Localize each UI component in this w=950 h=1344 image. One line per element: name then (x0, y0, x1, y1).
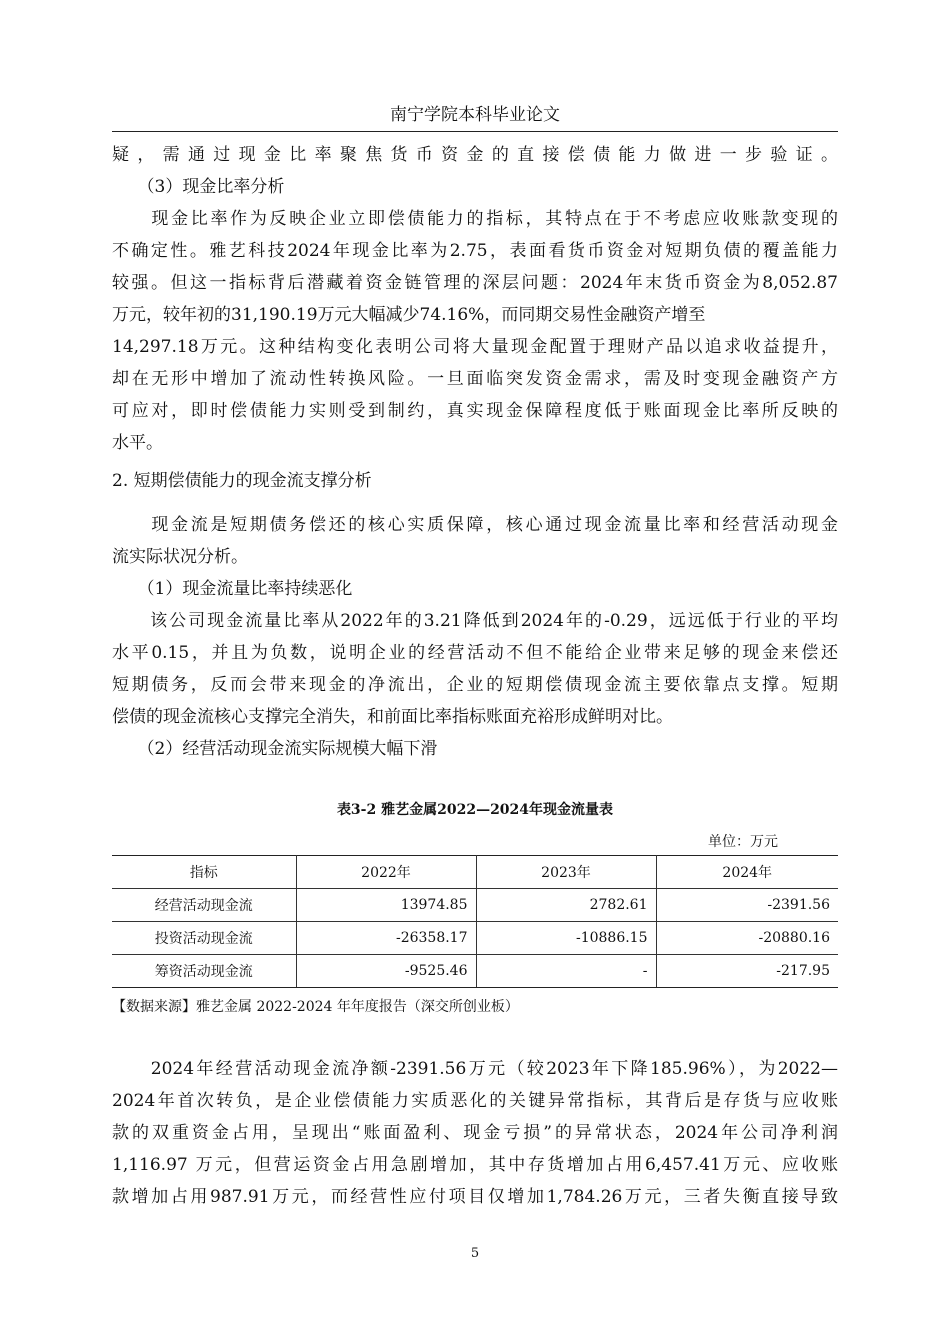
body-line: 2024年经营活动现金流净额-2391.56万元（较2023年下降185.96%），为2022— (112, 1059, 838, 1079)
subsection-heading: （3）现金比率分析 (112, 177, 285, 197)
body-line: 14,297.18万元。这种结构变化表明公司将大量现金配置于理财产品以追求收益提升， (112, 337, 838, 357)
table-cell: -217.95 (656, 955, 838, 988)
table-row (112, 922, 838, 955)
body-line: 现金比率作为反映企业立即偿债能力的指标，其特点在于不考虑应收账款变现的 (112, 209, 838, 229)
table-cell: -26358.17 (296, 922, 476, 955)
body-line: 疑，需通过现金比率聚焦货币资金的直接偿债能力做进一步验证。 (112, 145, 838, 165)
body-line: 较强。但这一指标背后潜藏着资金链管理的深层问题：2024年末货币资金为8,052.87 (112, 273, 838, 293)
table-cell: -10886.15 (476, 922, 656, 955)
table-unit: 单位：万元 (708, 834, 778, 850)
table-header-cell: 2024年 (656, 856, 838, 889)
body-line: 却在无形中增加了流动性转换风险。一旦面临突发资金需求，需及时变现金融资产方 (112, 369, 838, 389)
page-header-title: 南宁学院本科毕业论文 (390, 105, 560, 125)
body-line: 不确定性。雅艺科技2024年现金比率为2.75，表面看货币资金对短期负债的覆盖能力 (112, 241, 838, 261)
table-caption: 表3-2 雅艺金属2022—2024年现金流量表 (336, 802, 614, 818)
table-header-cell: 2023年 (476, 856, 656, 889)
page-number: 5 (470, 1246, 480, 1261)
data-source-note: 【数据来源】雅艺金属 2022-2024 年年度报告（深交所创业板） (112, 999, 519, 1015)
body-line: 偿债的现金流核心支撑完全消失，和前面比率指标账面充裕形成鲜明对比。 (112, 707, 673, 727)
table-cell-label: 投资活动现金流 (112, 922, 296, 955)
table-cell: 2782.61 (476, 889, 656, 922)
table-row (112, 889, 838, 922)
body-line: 水平0.15，并且为负数，说明企业的经营活动不但不能给企业带来足够的现金来偿还 (112, 643, 838, 663)
table-cell-label: 筹资活动现金流 (112, 955, 296, 988)
body-line: 款增加占用987.91万元，而经营性应付项目仅增加1,784.26万元，三者失衡直接导致 (112, 1187, 838, 1207)
body-line: 可应对，即时偿债能力实则受到制约，真实现金保障程度低于账面现金比率所反映的 (112, 401, 838, 421)
table-cell: -20880.16 (656, 922, 838, 955)
table-row (112, 955, 838, 988)
body-line: 现金流是短期债务偿还的核心实质保障，核心通过现金流量比率和经营活动现金 (112, 515, 838, 535)
body-line: 万元，较年初的31,190.19万元大幅减少74.16%，而同期交易性金融资产增至 (112, 305, 706, 325)
header-rule (112, 131, 838, 132)
table-header-row (112, 856, 838, 889)
table-header-cell: 2022年 (296, 856, 476, 889)
body-line: 水平。 (112, 433, 163, 453)
table-header-cell: 指标 (112, 856, 296, 889)
subsection-heading: （1）现金流量比率持续恶化 (112, 579, 353, 599)
subsection-heading: （2）经营活动现金流实际规模大幅下滑 (112, 739, 438, 759)
table-cell: -2391.56 (656, 889, 838, 922)
body-line: 1,116.97 万元，但营运资金占用急剧增加，其中存货增加占用6,457.41万元、应收账 (112, 1155, 838, 1175)
table-cell: 13974.85 (296, 889, 476, 922)
body-line: 该公司现金流量比率从2022年的3.21降低到2024年的-0.29，远远低于行业的平均 (112, 611, 838, 631)
table-cell: - (476, 955, 656, 988)
section-heading: 2. 短期偿债能力的现金流支撑分析 (112, 471, 372, 491)
body-line: 流实际状况分析。 (112, 547, 248, 567)
body-line: 2024年首次转负，是企业偿债能力实质恶化的关键异常指标，其背后是存货与应收账 (112, 1091, 838, 1111)
table-cell-label: 经营活动现金流 (112, 889, 296, 922)
table-cell: -9525.46 (296, 955, 476, 988)
body-line: 款的双重资金占用，呈现出“账面盈利、现金亏损”的异常状态，2024年公司净利润 (112, 1123, 838, 1143)
cash-flow-table (112, 855, 838, 988)
body-line: 短期债务，反而会带来现金的净流出，企业的短期偿债现金流主要依靠点支撑。短期 (112, 675, 838, 695)
